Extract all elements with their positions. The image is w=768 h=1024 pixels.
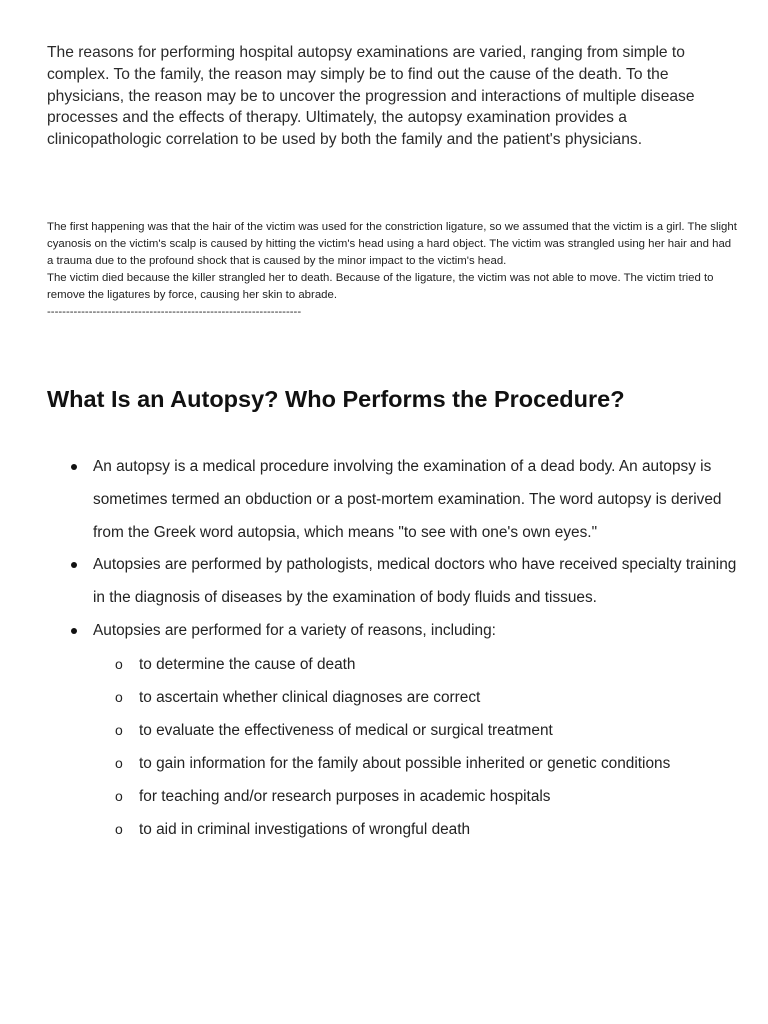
- sub-list-item: [93, 813, 737, 846]
- sub-item-text: to determine the cause of death: [139, 655, 356, 673]
- circle-marker-icon: o: [115, 754, 123, 771]
- bullet-item-reasons: [47, 615, 737, 846]
- circle-marker-icon: o: [115, 655, 123, 672]
- sub-list-item: [93, 780, 737, 813]
- autopsy-bullet-list: [47, 451, 737, 846]
- dashed-divider: -------------------------------------------------------------------: [47, 306, 302, 318]
- notes-paragraph-1: The first happening was that the hair of the victim was used for the constriction ligature, so we assumed that the victim is a girl. The slight cyanosis on the victim's scalp is caused by hitting the victim's head using a hard object. The victim was strangled using her hair and had a trauma due to the profound shock that is caused by the minor impact to the victim's head.: [47, 221, 737, 267]
- victim-notes: [47, 219, 737, 321]
- reasons-sub-list: [93, 648, 737, 846]
- notes-paragraph-2: The victim died because the killer strangled her to death. Because of the ligature, the victim was not able to move. The victim tried to remove the ligatures by force, causing her skin to abrade.: [47, 272, 714, 301]
- bullet-text: An autopsy is a medical procedure involving the examination of a dead body. An autopsy is sometimes termed an obduction or a post-mortem examination. The word autopsy is derived from the Greek word autopsia, which means "to see with one's own eyes.": [93, 458, 722, 541]
- sub-list-item: [93, 648, 737, 681]
- sub-list-item: [93, 747, 737, 780]
- sub-item-text: to aid in criminal investigations of wrongful death: [139, 820, 471, 838]
- section-heading: What Is an Autopsy? Who Performs the Procedure?: [47, 386, 625, 412]
- bullet-dot-icon: [71, 628, 77, 634]
- sub-list-item: [93, 714, 737, 747]
- bullet-dot-icon: [71, 464, 77, 470]
- circle-marker-icon: o: [115, 688, 123, 705]
- circle-marker-icon: o: [115, 787, 123, 804]
- sub-item-text: to evaluate the effectiveness of medical or surgical treatment: [139, 721, 553, 739]
- circle-marker-icon: o: [115, 721, 123, 738]
- intro-paragraph: The reasons for performing hospital autopsy examinations are varied, ranging from simple to complex. To the family, the reason may simply be to find out the cause of the death. To the physicians, the reason may be to uncover the progression and interactions of multiple disease processes and the effects of therapy. Ultimately, the autopsy examination provides a clinicopathologic correlation to be used by both the family and the patient's physicians.: [47, 44, 695, 149]
- bullet-item-definition: [47, 451, 737, 549]
- bullet-text: Autopsies are performed by pathologists, medical doctors who have received specialty training in the diagnosis of diseases by the examination of body fluids and tissues.: [93, 556, 737, 607]
- sub-item-text: for teaching and/or research purposes in academic hospitals: [139, 787, 551, 805]
- bullet-dot-icon: [71, 562, 77, 568]
- sub-item-text: to ascertain whether clinical diagnoses are correct: [139, 688, 481, 706]
- sub-item-text: to gain information for the family about possible inherited or genetic conditions: [139, 754, 671, 772]
- sub-list-item: [93, 681, 737, 714]
- bullet-item-pathologists: [47, 549, 737, 615]
- circle-marker-icon: o: [115, 820, 123, 837]
- bullet-text: Autopsies are performed for a variety of reasons, including:: [93, 621, 496, 639]
